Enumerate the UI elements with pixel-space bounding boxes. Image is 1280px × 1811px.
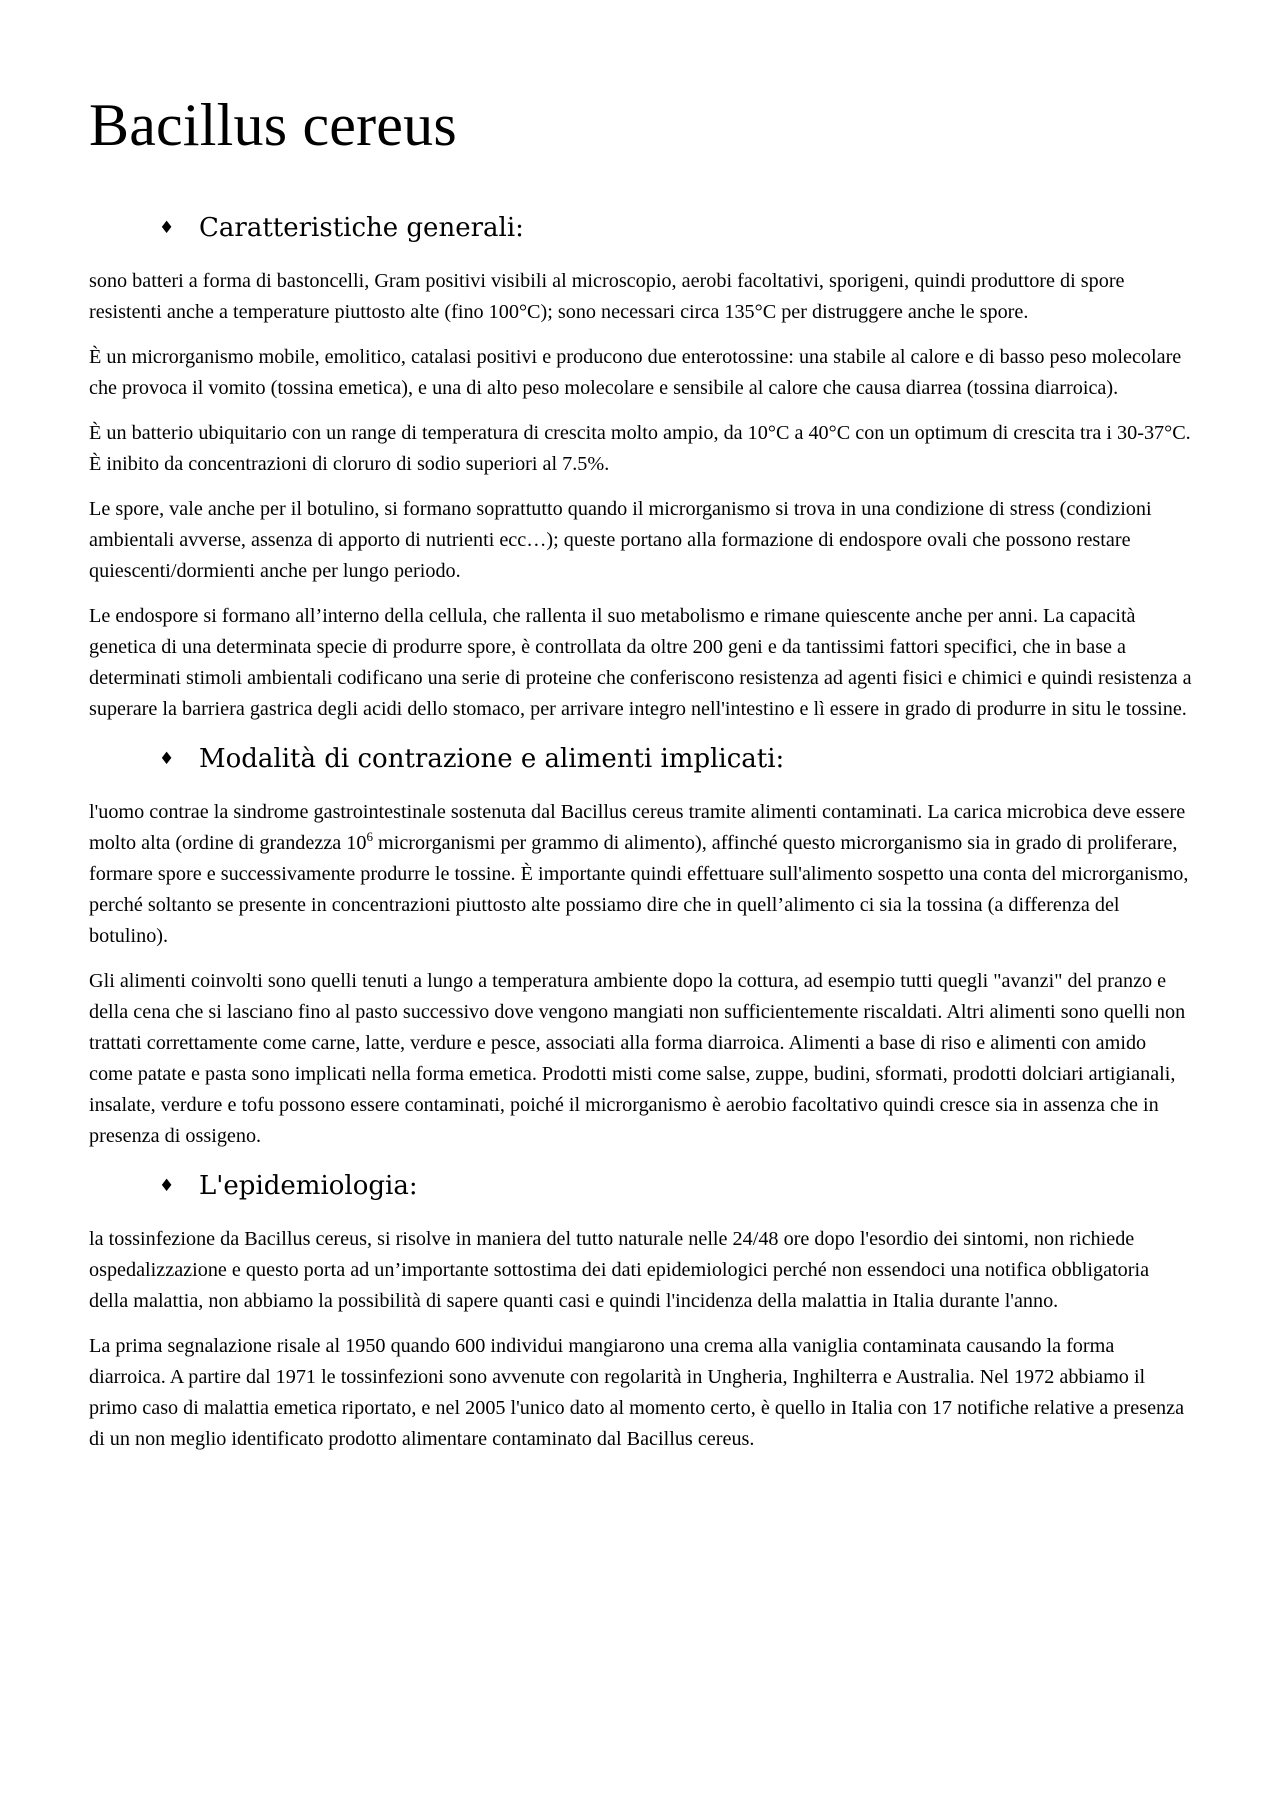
section-heading-caratteristiche (89, 208, 1192, 248)
paragraph: È un batterio ubiquitario con un range di temperatura di crescita molto ampio, da 10°C a 40°C con un optimum di crescita tra i 30-37°C. È inibito da concentrazioni di cloruro di sodio superiori al 7.5%. (89, 422, 1191, 475)
paragraph: sono batteri a forma di bastoncelli, Gram positivi visibili al microscopio, aerobi facoltativi, sporigeni, quindi produttore di spore resistenti anche a temperature piuttosto alte (fino 100°C); sono necessari circa 135°C per distruggere anche le spore. (89, 270, 1125, 323)
paragraph-text: l'uomo contrae la sindrome gastrointestinale sostenuta dal Bacillus cereus tramite alimenti contaminati. La carica microbica deve essere molto alta (ordine di grandezza 10 (89, 801, 1186, 854)
section-heading-text: Modalità di contrazione e alimenti implicati: (199, 744, 785, 774)
paragraph: Le endospore si formano all’interno della cellula, che rallenta il suo metabolismo e rimane quiescente anche per anni. La capacità genetica di una determinata specie di produrre spore, è controllata da oltre 200 geni e da tantissimi fattori specifici, che in base a determinati stimoli ambientali codificano una serie di proteine che conferiscono resistenza ad agenti fisici e chimici e quindi resistenza a superare la barriera gastrica degli acidi dello stomaco, per arrivare integro nell'intestino e lì essere in grado di produrre in situ le tossine. (89, 605, 1192, 720)
section-heading-modalita (89, 739, 1192, 779)
section-heading-text: L'epidemiologia: (199, 1171, 418, 1201)
paragraph: Gli alimenti coinvolti sono quelli tenuti a lungo a temperatura ambiente dopo la cottura, ad esempio tutti quegli "avanzi" del pranzo e della cena che si lasciano fino al pasto successivo dove vengono mangiati non sufficientemente riscaldati. Altri alimenti sono quelli non trattati correttamente come carne, latte, verdure e pesce, associati alla forma diarroica. Alimenti a base di riso e alimenti con amido come patate e pasta sono implicati nella forma emetica. Prodotti misti come salse, zuppe, budini, sformati, prodotti dolciari artigianali, insalate, verdure e tofu possono essere contaminati, poiché il microrganismo è aerobio facoltativo quindi cresce sia in assenza che in presenza di ossigeno. (89, 970, 1186, 1147)
section-heading-epidemiologia (89, 1166, 1192, 1206)
paragraph: Le spore, vale anche per il botulino, si formano soprattutto quando il microrganismo si trova in una condizione di stress (condizioni ambientali avverse, assenza di apporto di nutrienti ecc…); queste portano alla formazione di endospore ovali che possono restare quiescenti/dormienti anche per lungo periodo. (89, 498, 1152, 582)
paragraph: La prima segnalazione risale al 1950 quando 600 individui mangiarono una crema alla vaniglia contaminata causando la forma diarroica. A partire dal 1971 le tossinfezioni sono avvenute con regolarità in Ungheria, Inghilterra e Australia. Nel 1972 abbiamo il primo caso di malattia emetica riportato, e nel 2005 l'unico dato al momento certo, è quello in Italia con 17 notifiche relative a presenza di un non meglio identificato prodotto alimentare contaminato dal Bacillus cereus. (89, 1335, 1185, 1450)
exponent: 6 (366, 829, 373, 844)
section-heading-text: Caratteristiche generali: (199, 213, 524, 243)
paragraph (89, 797, 1192, 952)
document-title: Bacillus cereus (89, 92, 457, 158)
paragraph: la tossinfezione da Bacillus cereus, si risolve in maniera del tutto naturale nelle 24/48 ore dopo l'esordio dei sintomi, non richiede ospedalizzazione e questo porta ad un’importante sottostima dei dati epidemiologici perché non essendoci una notifica obbligatoria della malattia, non abbiamo la possibilità di sapere quanti casi e quindi l'incidenza della malattia in Italia durante l'anno. (89, 1228, 1150, 1312)
diamond-bullet-icon: ♦ (159, 749, 175, 769)
diamond-bullet-icon: ♦ (159, 218, 175, 238)
paragraph: È un microrganismo mobile, emolitico, catalasi positivi e producono due enterotossine: una stabile al calore e di basso peso molecolare che provoca il vomito (tossina emetica), e una di alto peso molecolare e sensibile al calore che causa diarrea (tossina diarroica). (89, 346, 1182, 399)
diamond-bullet-icon: ♦ (159, 1176, 175, 1196)
paragraph-text: microrganismi per grammo di alimento), affinché questo microrganismo sia in grado di proliferare, formare spore e successivamente produrre le tossine. È importante quindi effettuare sull'alimento sospetto una conta del microrganismo, perché soltanto se presente in concentrazioni piuttosto alte possiamo dire che in quell’alimento ci sia la tossina (a differenza del botulino). (89, 832, 1189, 947)
